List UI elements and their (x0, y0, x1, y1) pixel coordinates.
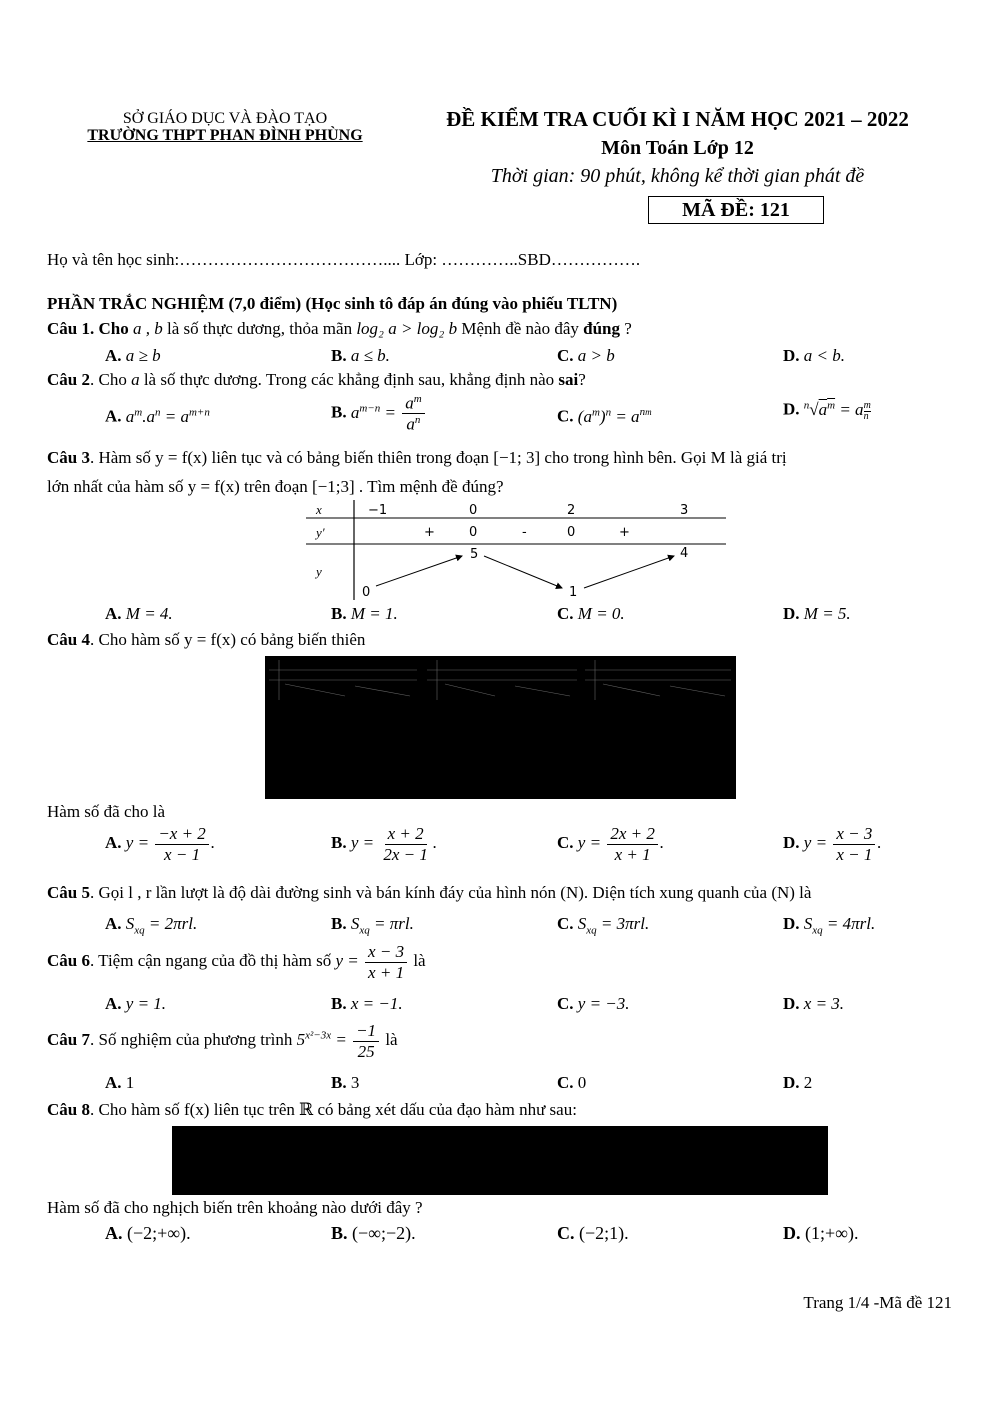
option-letter: B. (331, 1223, 348, 1243)
q2-var: a (131, 370, 140, 389)
q8-sign-table-image (172, 1126, 828, 1195)
option-text: a ≤ b. (350, 346, 390, 365)
q4-option-d (783, 824, 882, 864)
q3-option-c (557, 603, 625, 625)
q1-text-b: là số thực dương, thỏa mãn (166, 319, 353, 338)
exam-title: ĐỀ KIỂM TRA CUỐI KÌ I NĂM HỌC 2021 – 2022 (446, 107, 909, 131)
option-text: a < b. (803, 346, 846, 365)
question-3 (47, 447, 787, 469)
option-text: y = 1. (125, 994, 167, 1013)
q7-tail: là (385, 1029, 398, 1049)
option-letter: C. (557, 406, 574, 426)
q8-option-c (557, 1222, 629, 1245)
q2-text-a: . Cho (89, 370, 127, 389)
q3-line2: lớn nhất của hàm số y = f(x) trên đoạn [−1;3] . Tìm mệnh đề đúng? (47, 477, 504, 496)
option-text: 2πrl. (164, 914, 198, 933)
q2-option-b (331, 393, 427, 434)
option-letter: C. (557, 1073, 574, 1092)
q1-text-a: . Cho (89, 319, 129, 338)
q1-option-d (783, 345, 845, 367)
q6-formula: y = $\frac{x - 3}{x + 1}$ (336, 951, 410, 970)
q1-condition: log₂ a > log₂ b (356, 319, 458, 338)
q1-option-c (557, 345, 615, 367)
vt-arrow-up (376, 556, 462, 586)
q5-number: Câu 5 (47, 883, 90, 902)
option-text: (−2;1). (579, 1223, 629, 1243)
q1-text-c: Mệnh đề nào đây (461, 319, 579, 338)
q7-option-a (105, 1072, 134, 1094)
option-letter: D. (783, 399, 800, 419)
option-formula: $a^m.a^n = a^{m+n}$ (125, 406, 210, 426)
option-letter: A. (105, 994, 122, 1013)
q4-option-b (331, 824, 437, 864)
q2-text-b: là số thực dương. Trong các khẳng định sau, khẳng định nào (143, 370, 555, 389)
option-text: M = 0. (577, 604, 625, 623)
q6-option-d (783, 993, 844, 1015)
q7-option-c (557, 1072, 586, 1094)
vt-sign: + (424, 525, 435, 540)
vt-x-value: 2 (567, 503, 576, 518)
vt-x-value: −1 (368, 503, 388, 518)
option-letter: A. (105, 914, 122, 933)
vt-sign: 0 (469, 525, 478, 540)
q8-option-a (105, 1222, 191, 1245)
option-letter: B. (331, 914, 347, 933)
option-letter: B. (331, 402, 347, 422)
option-text: a > b (577, 346, 615, 365)
student-info-line: Họ và tên học sinh:……………………………….... Lớp: …………..SBD……………. (47, 250, 641, 269)
option-letter: A. (105, 1223, 123, 1243)
option-letter: B. (331, 1073, 347, 1092)
q3-option-a (105, 603, 173, 625)
option-letter: B. (331, 604, 347, 623)
q6-number: Câu 6 (47, 950, 90, 970)
q4-option-a (105, 824, 215, 864)
time-line: Thời gian: 90 phút, không kể thời gian phát đề (490, 165, 865, 188)
option-text: y = −3. (577, 994, 630, 1013)
option-text: a ≥ b (125, 346, 161, 365)
q8-after-text: Hàm số đã cho nghịch biến trên khoảng nào dưới đây ? (47, 1198, 423, 1217)
question-6 (47, 942, 426, 982)
option-letter: D. (783, 1073, 800, 1092)
q4-number: Câu 4 (47, 630, 90, 649)
q6-option-c (557, 993, 630, 1015)
q4-option-c (557, 824, 664, 864)
q3-option-d (783, 603, 851, 625)
option-letter: A. (105, 832, 122, 852)
question-5 (47, 882, 811, 904)
q1-number: Câu 1 (47, 319, 90, 338)
option-text: x = 3. (803, 994, 845, 1013)
q8-text: . Cho hàm số f(x) liên tục trên ℝ có bảng xét dấu của đạo hàm như sau: (89, 1100, 577, 1119)
school-name: TRƯỜNG THPT PHAN ĐÌNH PHÙNG (87, 126, 363, 144)
option-letter: C. (557, 994, 574, 1013)
option-letter: A. (105, 406, 122, 426)
subject-line: Môn Toán Lớp 12 (601, 137, 754, 160)
q6-option-a (105, 993, 166, 1015)
option-letter: C. (557, 346, 574, 365)
q3-variation-table (306, 500, 726, 600)
q7-formula: $5^{x^2-3x}$ = $\frac{-1}{25}$ (297, 1030, 381, 1049)
q7-number: Câu 7 (47, 1029, 90, 1049)
vt-arrow-up (584, 556, 674, 588)
vt-x-value: 0 (469, 503, 478, 518)
vt-y-value: 5 (470, 547, 479, 562)
option-letter: D. (783, 914, 800, 933)
q6-tail: là (413, 950, 426, 970)
option-letter: A. (105, 1073, 122, 1092)
q4-text: . Cho hàm số y = f(x) có bảng biến thiên (89, 630, 366, 649)
q2-number: Câu 2 (47, 370, 90, 389)
q2-text-c: sai (558, 370, 579, 389)
q5-text: . Gọi l , r lần lượt là độ dài đường sinh và bán kính đáy của hình nón (N). Diện tích xung quanh của (N) là (89, 883, 812, 902)
question-4 (47, 629, 365, 651)
option-text: 3πrl. (616, 914, 650, 933)
option-text: M = 5. (803, 604, 851, 623)
option-text: 1 (125, 1073, 135, 1092)
q5-option-a: A. $S_{xq} = 2\pi rl$. (105, 914, 198, 937)
option-letter: A. (105, 346, 122, 365)
q5-option-d: D. $S_{xq} = 4\pi rl$. (783, 914, 876, 937)
vt-y-value: 4 (680, 546, 689, 561)
q2-option-a (105, 405, 210, 428)
q5-option-c: C. $S_{xq} = 3\pi rl$. (557, 914, 650, 937)
q1-text-e: ? (624, 319, 632, 338)
option-letter: B. (331, 994, 347, 1013)
vt-sign: 0 (567, 525, 576, 540)
option-text: 3 (350, 1073, 360, 1092)
option-formula: y = $\frac{-x + 2}{x - 1}$ . (125, 824, 216, 864)
question-8 (47, 1099, 577, 1121)
page-footer: Trang 1/4 -Mã đề 121 (803, 1293, 952, 1312)
vt-arrow-down (484, 556, 562, 588)
header-right (420, 106, 935, 189)
dept-name: SỞ GIÁO DỤC VÀ ĐÀO TẠO (122, 110, 328, 127)
option-formula: $(a^m)^n = a^{nm}$ (577, 406, 652, 426)
q2-option-d (783, 398, 871, 422)
question-7 (47, 1021, 398, 1061)
option-letter: A. (105, 604, 122, 623)
option-text: 4πrl. (842, 914, 876, 933)
q5-option-b: B. $S_{xq} = \pi rl$. (331, 914, 414, 937)
q7-option-d (783, 1072, 812, 1094)
option-text: πrl. (389, 914, 414, 933)
option-letter: D. (783, 994, 800, 1013)
vt-x-value: 3 (680, 503, 689, 518)
option-formula: $^n√a^m = a$ $\frac{m}{n}$ (803, 399, 871, 422)
q6-text: . Tiệm cận ngang của đồ thị hàm số (89, 950, 332, 970)
q6-option-b (331, 993, 403, 1015)
option-formula: y = $\frac{x + 2}{2x - 1}$ . (350, 824, 438, 864)
option-text: 0 (577, 1073, 587, 1092)
section-title: PHẦN TRẮC NGHIỆM (7,0 điểm) (Học sinh tô đáp án đúng vào phiếu TLTN) (47, 294, 618, 313)
option-letter: C. (557, 604, 574, 623)
vt-y-value: 1 (569, 585, 578, 600)
exam-code-box: MÃ ĐỀ: 121 (648, 196, 824, 224)
vt-y-value: 0 (362, 585, 371, 600)
question-2 (47, 369, 586, 391)
option-text: (−∞;−2). (352, 1223, 416, 1243)
q1-option-a (105, 345, 161, 367)
vt-x-label: x (316, 502, 322, 517)
option-letter: D. (783, 1223, 801, 1243)
q4-faint-table-icon (265, 656, 736, 716)
option-formula: $a^{m-n}$ = $\frac{a^m}{a^n}$ (351, 403, 427, 422)
option-text: M = 4. (125, 604, 173, 623)
q7-option-b (331, 1072, 359, 1094)
option-letter: C. (557, 914, 574, 933)
option-formula: y = $\frac{2x + 2}{x + 1}$ . (577, 824, 665, 864)
q8-number: Câu 8 (47, 1100, 90, 1119)
option-letter: D. (783, 346, 800, 365)
option-text: (−2;+∞). (127, 1223, 191, 1243)
q1-option-b (331, 345, 390, 367)
header-left (60, 109, 390, 147)
vt-yprime-label: y′ (316, 525, 325, 540)
q1-vars: a , b (132, 319, 163, 338)
option-letter: D. (783, 604, 800, 623)
vt-y-label: y (316, 564, 322, 579)
q8-option-d (783, 1222, 858, 1245)
option-text: 2 (803, 1073, 813, 1092)
option-letter: B. (331, 346, 347, 365)
option-text: M = 1. (350, 604, 398, 623)
option-text: (1;+∞). (805, 1223, 859, 1243)
q2-option-c (557, 405, 652, 428)
option-letter: D. (783, 832, 800, 852)
option-text: x = −1. (350, 994, 403, 1013)
vt-sign: - (522, 525, 527, 540)
option-letter: C. (557, 1223, 575, 1243)
q4-after-text: Hàm số đã cho là (47, 802, 166, 821)
vt-sign: + (619, 525, 630, 540)
q7-text: . Số nghiệm của phương trình (89, 1029, 293, 1049)
q3-line1: . Hàm số y = f(x) liên tục và có bảng biến thiên trong đoạn [−1; 3] cho trong hình bên. Gọi M là giá trị (89, 448, 787, 467)
q3-option-b (331, 603, 398, 625)
option-letter: C. (557, 832, 574, 852)
q3-number: Câu 3 (47, 448, 90, 467)
q2-text-d: ? (578, 370, 586, 389)
option-letter: B. (331, 832, 347, 852)
question-1 (47, 318, 632, 340)
q4-variation-table-image (265, 656, 736, 799)
q8-option-b (331, 1222, 416, 1245)
option-formula: y = $\frac{x - 3}{x - 1}$ . (803, 824, 882, 864)
q1-text-d: đúng (583, 319, 621, 338)
